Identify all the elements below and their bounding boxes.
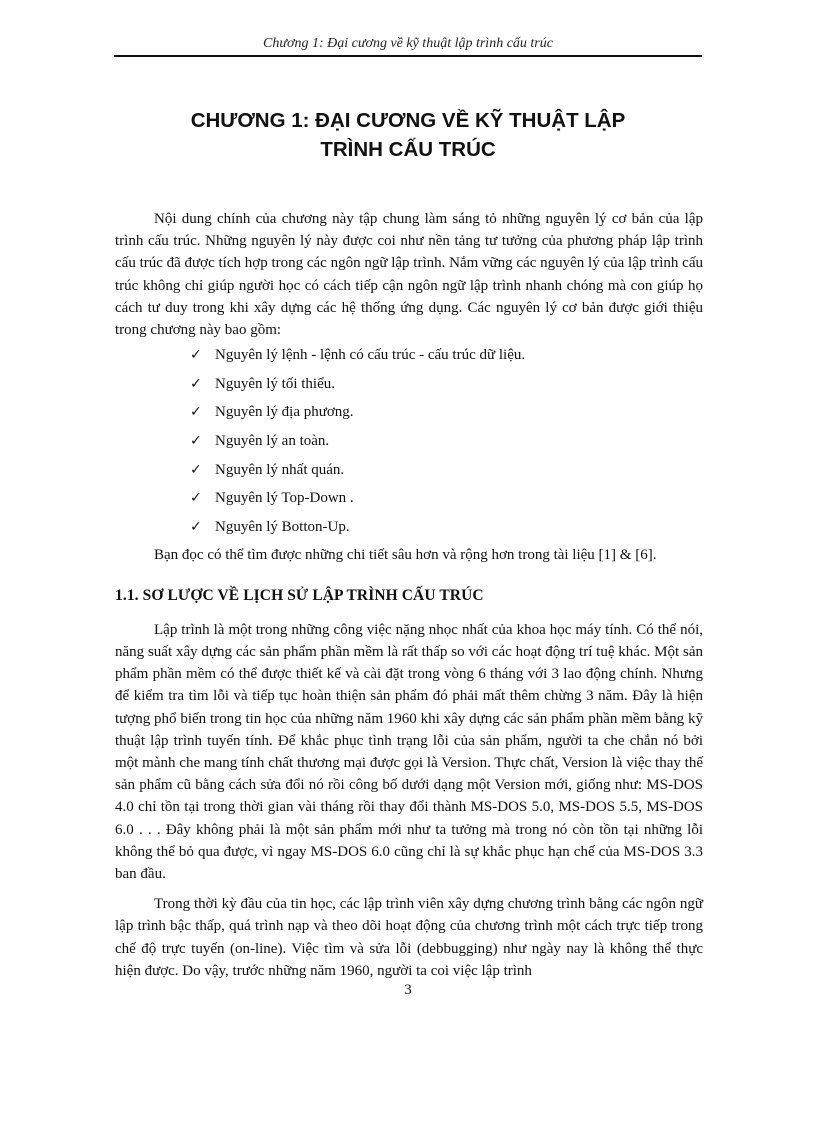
checkmark-icon: ✓	[190, 461, 202, 478]
list-item	[190, 401, 703, 430]
chapter-title-line-2: TRÌNH CẤU TRÚC	[320, 138, 496, 161]
checkmark-icon: ✓	[190, 347, 202, 364]
list-item	[190, 344, 703, 373]
intro-paragraph: Nội dung chính của chương này tập chung làm sáng tỏ những nguyên lý cơ bản của lập trình cấu trúc. Những nguyên lý này được coi như nền tảng tư tưởng của phương pháp lập trình cấu trúc đã được tích hợp trong các ngôn ngữ lập trình. Nắm vững các nguyên lý của lập trình cấu trúc không chỉ giúp người học có cách tiếp cận ngôn ngữ lập trình nhanh chóng mà con giúp họ cách tư duy trong khi xây dựng các hệ thống ứng dụng. Các nguyên lý cơ bản được giới thiệu trong chương này bao gồm:	[115, 211, 703, 339]
checkmark-icon: ✓	[190, 375, 202, 392]
chapter-title-line-1: CHƯƠNG 1: ĐẠI CƯƠNG VỀ KỸ THUẬT LẬP	[190, 109, 626, 132]
checkmark-icon: ✓	[190, 404, 202, 421]
list-item-text: Nguyên lý nhất quán.	[215, 461, 345, 478]
list-item-text: Nguyên lý Botton-Up.	[215, 518, 350, 535]
list-item-text: Nguyên lý địa phương.	[215, 404, 354, 421]
principles-list	[115, 344, 703, 544]
page-number: 3	[404, 982, 412, 998]
reference-note: Bạn đọc có thể tìm được những chi tiết sâu hơn và rộng hơn trong tài liệu [1] & [6].	[154, 547, 657, 564]
chapter-title	[140, 106, 676, 164]
page-body	[115, 208, 703, 982]
section-paragraph-1: Lập trình là một trong những công việc nặng nhọc nhất của khoa học máy tính. Có thể nói, năng suất xây dựng các sản phẩm phần mềm là rất thấp so với các hoạt động trí tuệ khác. Một sản phẩm phần mềm có thể được thiết kế và cài đặt trong vòng 6 tháng với 3 lao động chính. Nhưng để kiểm tra tìm lỗi và tiếp tục hoàn thiện sản phẩm đó phải mất thêm chừng 3 năm. Đây là hiện tượng phổ biến trong tin học của những năm 1960 khi xây dựng các sản phẩm phần mềm bằng kỹ thuật lập trình tuyến tính. Để khắc phục tình trạng lỗi của sản phẩm, người ta che chắn nó bởi một mành che mang tính chất thương mại được gọi là Version. Thực chất, Version là việc thay thế sản phẩm cũ bằng cách sửa đổi nó rồi công bố dưới dạng một Version mới, giống như: MS-DOS 4.0 chỉ tồn tại trong thời gian vài tháng rồi thay đổi thành MS-DOS 5.0, MS-DOS 5.5, MS-DOS 6.0 . . . Đây không phải là một sản phẩm mới như ta tưởng mà trong nó còn tồn tại những lỗi không thể bỏ qua được, vì ngay MS-DOS 6.0 cũng chỉ là sự khắc phục hạn chế của MS-DOS 3.3 ban đầu.	[115, 621, 703, 883]
list-item	[190, 373, 703, 402]
checkmark-icon: ✓	[190, 518, 202, 535]
section-heading: 1.1. SƠ LƯỢC VỀ LỊCH SỬ LẬP TRÌNH CẤU TRÚC	[115, 586, 484, 604]
list-item-text: Nguyên lý an toàn.	[215, 433, 330, 449]
list-item	[190, 459, 703, 488]
list-item	[190, 487, 703, 516]
list-item	[190, 516, 703, 545]
checkmark-icon: ✓	[190, 433, 202, 449]
list-item	[190, 430, 703, 459]
list-item-text: Nguyên lý tối thiểu.	[215, 375, 335, 392]
section-paragraph-2: Trong thời kỳ đầu của tin học, các lập trình viên xây dựng chương trình bằng các ngôn ngữ lập trình bậc thấp, quá trình nạp và theo dõi hoạt động của chương trình một cách trực tiếp trong chế độ trực tuyến (on-line). Việc tìm và sửa lỗi (debbugging) như ngày nay là không thể thực hiện được. Do vậy, trước những năm 1960, người ta coi việc lập trình	[115, 896, 703, 979]
list-item-text: Nguyên lý lệnh - lệnh có cấu trúc - cấu trúc dữ liệu.	[215, 347, 526, 364]
running-header: Chương 1: Đại cương về kỹ thuật lập trình cấu trúc	[263, 36, 553, 51]
list-item-text: Nguyên lý Top-Down .	[215, 490, 354, 507]
checkmark-icon: ✓	[190, 490, 202, 507]
header-rule	[114, 55, 702, 57]
